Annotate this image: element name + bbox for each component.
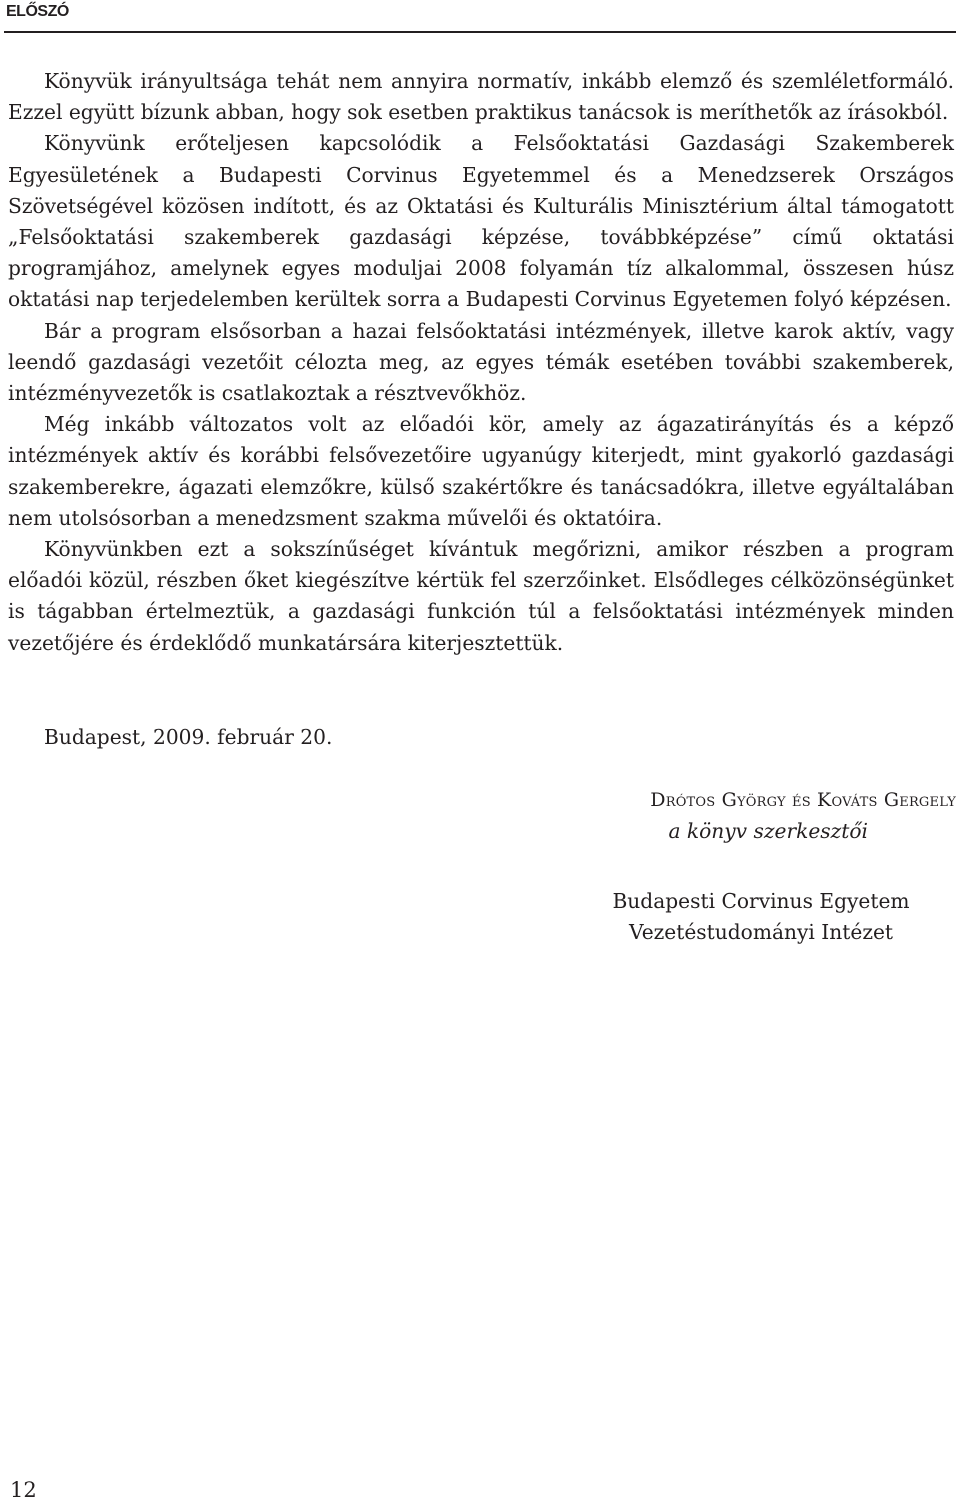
paragraph: Könyvünkben ezt a sokszínűséget kívántuk megőrizni, amikor részben a program előadói közül, részben őket kiegészítve kértük fel szerzőinket. Elsődleges célközönségünket is tágabban értelmeztük, a gazdasági funkción túl a felsőoktatási intézmények minden vezetőjére és érdeklődő munkatársára kiterjesztettük.	[8, 537, 954, 655]
institute-name: Vezetéstudományi Intézet	[628, 920, 894, 944]
paragraph: Még inkább változatos volt az előadói kör, amely az ágazatirányítás és a képző intézmények aktív és korábbi felsővezetőire ugyanúgy kiterjedt, mint gyakorló gazdasági szakemberekre, ágazati elemzőkre, külső szakértőkre és tanácsadókra, illetve egyáltalában nem utolsósorban a menedzsment szakma művelői és oktatóira.	[8, 412, 954, 530]
section-title: ELŐSZÓ	[6, 3, 69, 20]
date-line: Budapest, 2009. február 20.	[44, 725, 333, 749]
institution-name: Budapesti Corvinus Egyetem	[612, 889, 910, 913]
paragraph: Könyvük irányultsága tehát nem annyira normatív, inkább elemző és szemléletformáló. Ezzel együtt bízunk abban, hogy sok esetben praktikus tanácsok is meríthetők az írásokból.	[8, 69, 954, 125]
paragraph: Könyvünk erőteljesen kapcsolódik a Felsőoktatási Gazdasági Szakemberek Egyesületének a Budapesti Corvinus Egyetemmel és a Menedzserek Országos Szövetségével közösen indított, és az Oktatási és Kulturális Minisztérium által támogatott „Felsőoktatási szakemberek gazdasági képzése, továbbképzése” című oktatási programjához, amelynek egyes moduljai 2008 folyamán tíz alkalommal, összesen húsz oktatási nap terjedelemben kerültek sorra a Budapesti Corvinus Egyetemen folyó képzésen.	[8, 131, 954, 312]
body-text	[8, 66, 954, 659]
signature-block	[396, 785, 956, 948]
editor-names: Drótos György és Kováts Gergely	[650, 789, 956, 811]
paragraph: Bár a program elsősorban a hazai felsőoktatási intézmények, illetve karok aktív, vagy leendő gazdasági vezetőit célozta meg, az egyes témák esetében további szakemberek, intézményvezetők is csatlakoztak a résztvevőkhöz.	[8, 318, 954, 406]
page-number: 12	[10, 1478, 37, 1502]
editor-role: a könyv szerkesztői	[668, 819, 868, 843]
running-header	[4, 0, 956, 33]
institution-block	[396, 886, 956, 948]
